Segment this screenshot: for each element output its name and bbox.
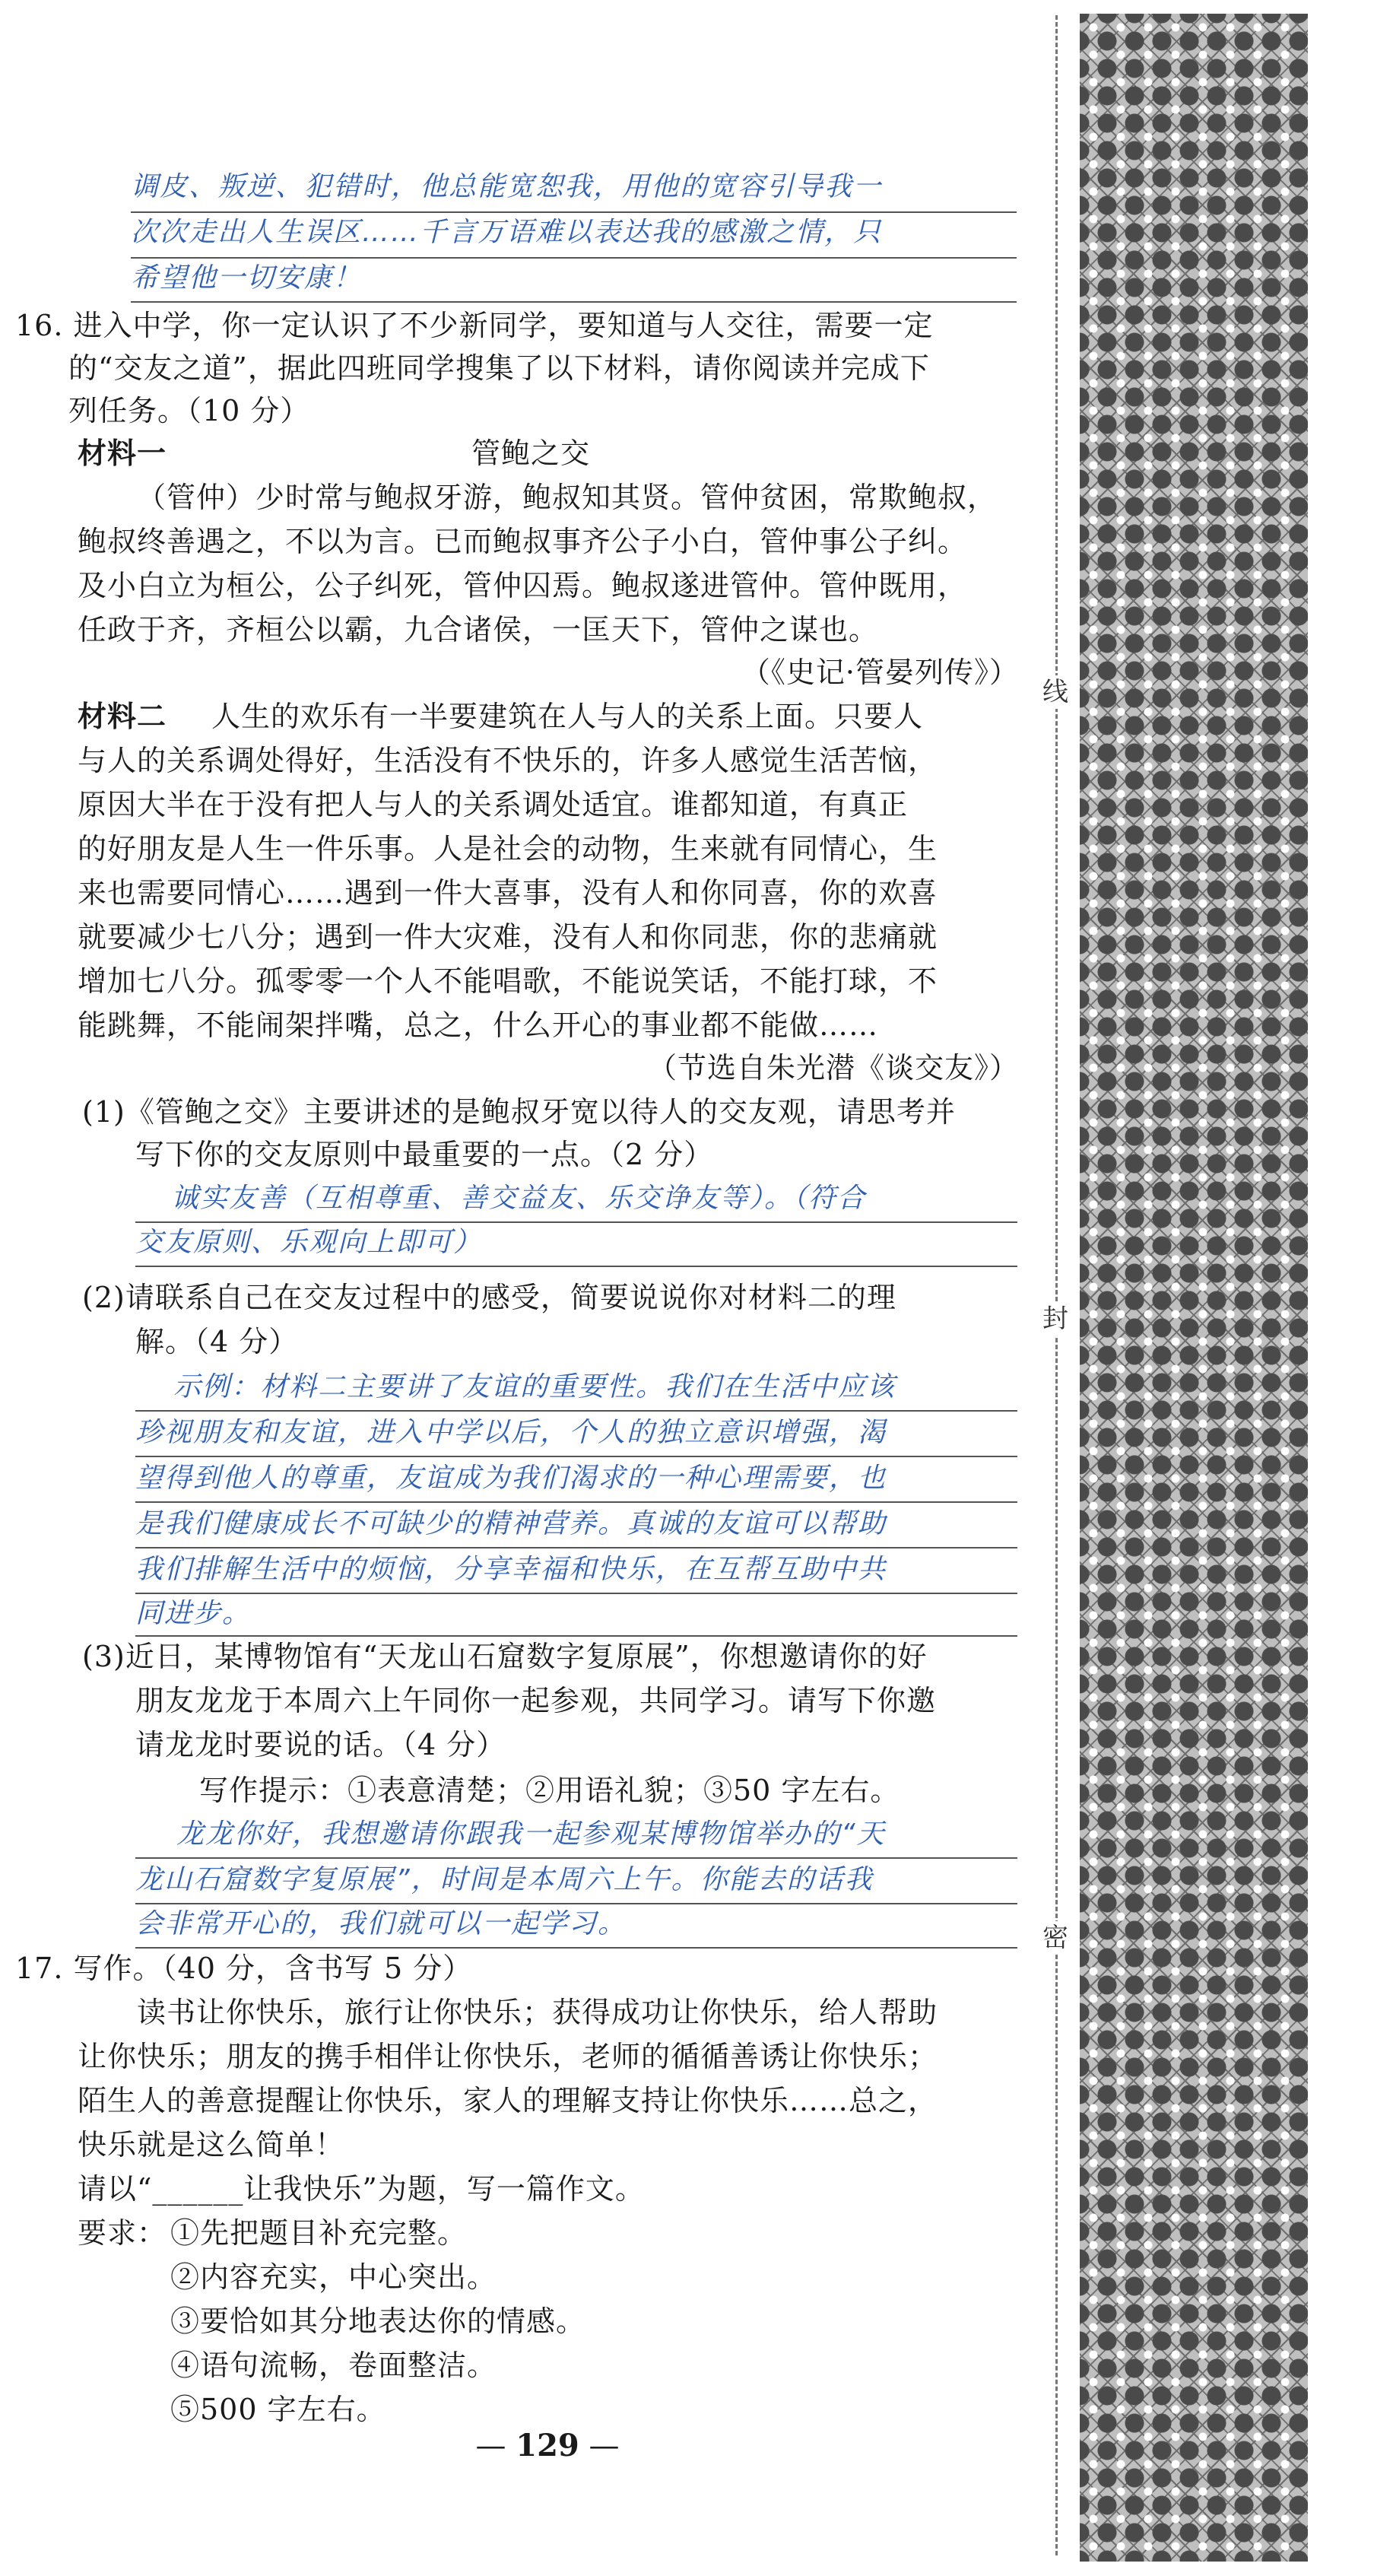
requirement-item: ②内容充实，中心突出。 <box>170 2260 497 2294</box>
requirement-item: ③要恰如其分地表达你的情感。 <box>170 2304 586 2338</box>
material2-label: 材料二 <box>78 700 167 733</box>
handwritten-answer-line: 交友原则、乐观向上即可） <box>135 1227 483 1258</box>
handwritten-answer-line: 是我们健康成长不可缺少的精神营养。真诚的友谊可以帮助 <box>135 1508 887 1539</box>
q17-line: 快乐就是这么简单！ <box>78 2128 345 2161</box>
binding-dashed-line <box>1055 15 1058 2555</box>
sub1-line: 写下你的交友原则中最重要的一点。（2 分） <box>135 1138 714 1171</box>
material1-title: 管鲍之交 <box>471 437 591 470</box>
q16-stem-line: 的“交友之道”，据此四班同学搜集了以下材料，请你阅读并完成下 <box>68 351 930 385</box>
material2-line: 原因大半在于没有把人与人的关系调处适宜。谁都知道，有真正 <box>78 788 909 821</box>
handwritten-answer-line: 示例：材料二主要讲了友谊的重要性。我们在生活中应该 <box>173 1371 896 1402</box>
handwritten-answer-line: 珍视朋友和友谊，进入中学以后，个人的独立意识增强，渴 <box>135 1417 887 1448</box>
sub3-line: (3)近日，某博物馆有“天龙山石窟数字复原展”，你想邀请你的好 <box>82 1640 928 1673</box>
writing-tip: 写作提示：①表意清楚；②用语礼貌；③50 字左右。 <box>199 1774 900 1807</box>
handwritten-answer-line: 会非常开心的，我们就可以一起学习。 <box>135 1908 627 1939</box>
material2-line: 就要减少七八分；遇到一件大灾难，没有人和你同悲，你的悲痛就 <box>78 920 938 954</box>
material1-line: 任政于齐，齐桓公以霸，九合诸侯，一匡天下，管仲之谋也。 <box>78 613 879 646</box>
material1-line: 及小白立为桓公，公子纠死，管仲囚焉。鲍叔遂进管仲。管仲既用， <box>78 569 968 602</box>
material2-line: 人生的欢乐有一半要建筑在人与人的关系上面。只要人 <box>211 700 924 733</box>
handwritten-answer-line: 次次走出人生误区……千言万语难以表达我的感激之情，只 <box>131 217 883 248</box>
binding-mark-secret: 密 <box>1040 1921 1071 1955</box>
handwritten-answer-line: 同进步。 <box>135 1598 252 1629</box>
q17-line: 陌生人的善意提醒让你快乐，家人的理解支持让你快乐……总之， <box>78 2084 938 2117</box>
handwritten-answer-line: 望得到他人的尊重，友谊成为我们渴求的一种心理需要，也 <box>135 1463 887 1494</box>
requirement-item: ⑤500 字左右。 <box>170 2393 386 2426</box>
material1-line: 鲍叔终善遇之，不以为言。已而鲍叔事齐公子小白，管仲事公子纠。 <box>78 525 968 558</box>
q17-line: 读书让你快乐，旅行让你快乐；获得成功让你快乐，给人帮助 <box>137 1996 938 2029</box>
q17-line: 让你快乐；朋友的携手相伴让你快乐，老师的循循善诱让你快乐； <box>78 2040 938 2073</box>
material2-line: 来也需要同情心……遇到一件大喜事，没有人和你同喜，你的欢喜 <box>78 876 938 910</box>
q17-prompt: 请以“______让我快乐”为题，写一篇作文。 <box>78 2172 645 2206</box>
handwritten-answer-line: 诚实友善（互相尊重、善交益友、乐交诤友等）。（符合 <box>171 1183 867 1214</box>
handwritten-answer-line: 龙山石窟数字复原展”，时间是本周六上午。你能去的话我 <box>135 1864 874 1895</box>
q16-stem-line: 16. 进入中学，你一定认识了不少新同学，要知道与人交往，需要一定 <box>15 309 934 342</box>
material1-label: 材料一 <box>78 437 167 470</box>
material1-source: （《史记·管晏列传》） <box>741 656 1019 689</box>
sub1-line: (1)《管鲍之交》主要讲述的是鲍叔牙宽以待人的交友观，请思考并 <box>82 1095 956 1129</box>
material2-line: 的好朋友是人生一件乐事。人是社会的动物，生来就有同情心，生 <box>78 832 938 866</box>
material2-line: 与人的关系调处得好，生活没有不快乐的，许多人感觉生活苦恼， <box>78 744 938 777</box>
handwritten-answer-line: 调皮、叛逆、犯错时，他总能宽恕我，用他的宽容引导我一 <box>131 171 883 202</box>
requirement-item: ④语句流畅，卷面整洁。 <box>170 2349 497 2382</box>
material2-line: 增加七八分。孤零零一个人不能唱歌，不能说笑话，不能打球，不 <box>78 964 938 998</box>
material2-source: （节选自朱光潜《谈交友》） <box>647 1051 1019 1085</box>
handwritten-answer-line: 我们排解生活中的烦恼，分享幸福和快乐，在互帮互助中共 <box>135 1554 887 1585</box>
q17-title: 17. 写作。（40 分，含书写 5 分） <box>15 1952 473 1985</box>
sub2-line: (2)请联系自己在交友过程中的感受，简要说说你对材料二的理 <box>82 1281 896 1314</box>
q16-stem-line: 列任务。（10 分） <box>68 394 310 427</box>
binding-mark-seal: 封 <box>1040 1302 1071 1336</box>
requirements-label: 要求： <box>78 2216 167 2250</box>
answer-underline <box>135 1266 1017 1267</box>
material2-line: 能跳舞，不能闹架拌嘴，总之，什么开心的事业都不能做…… <box>78 1008 879 1042</box>
decorative-border-pattern <box>1080 14 1308 2562</box>
sub2-line: 解。（4 分） <box>135 1325 299 1358</box>
material1-line: （管仲）少时常与鲍叔牙游，鲍叔知其贤。管仲贫困，常欺鲍叔， <box>137 481 998 514</box>
binding-mark-line: 线 <box>1040 675 1071 709</box>
sub3-line: 朋友龙龙于本周六上午同你一起参观，共同学习。请写下你邀 <box>135 1684 937 1717</box>
answer-underline <box>135 1593 1017 1594</box>
requirement-item: ①先把题目补充完整。 <box>170 2216 468 2250</box>
page-number-value: 129 <box>516 2428 579 2463</box>
answer-underline <box>131 301 1017 303</box>
sub3-line: 请龙龙时要说的话。（4 分） <box>135 1728 506 1761</box>
page-number: — 129 — <box>475 2428 620 2463</box>
handwritten-answer-line: 希望他一切安康！ <box>131 262 363 294</box>
handwritten-answer-line: 龙龙你好，我想邀请你跟我一起参观某博物馆举办的“天 <box>176 1818 886 1850</box>
